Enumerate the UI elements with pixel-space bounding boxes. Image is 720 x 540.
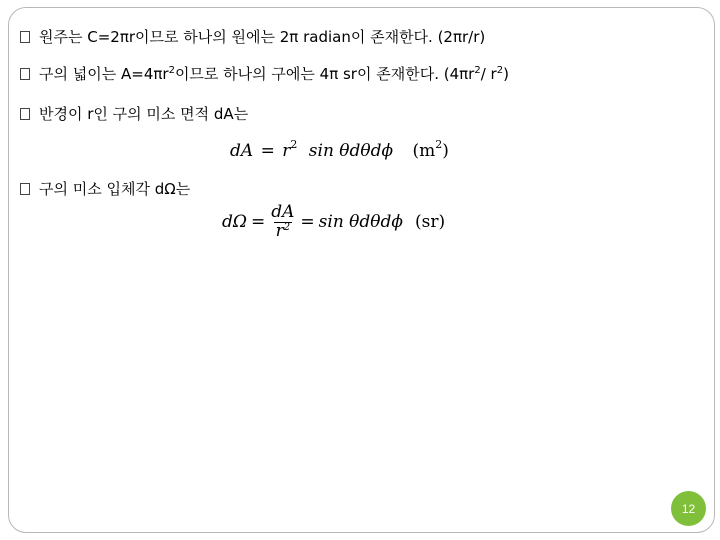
bullet-solid-angle — [20, 178, 190, 199]
page-number-badge: 12 — [671, 491, 706, 526]
bullet-circumference — [20, 26, 485, 47]
bullet-box-icon — [20, 108, 30, 120]
bullet-text: 반경이 r인 구의 미소 면적 dA는 — [39, 105, 249, 123]
equation-area: dA = $r^2$ sin θdθdϕ $(m^2)$ — [230, 138, 449, 161]
bullet-text: 원주는 C=2πr이므로 하나의 원에는 2π radian이 존재한다. (2πr/r) — [39, 28, 486, 46]
bullet-differential-area — [20, 103, 248, 124]
bullet-text: 구의 미소 입체각 dΩ는 — [39, 180, 191, 198]
fraction: $\frac{dA}{r^2}$ — [271, 202, 295, 241]
bullet-text: 구의 넓이는 $A=4\pi r^2$이므로 하나의 구에는 4π sr이 존재한다. ($4\pi r^2/$ $r^2$) — [39, 65, 509, 83]
equation-solid-angle: dΩ = $\frac{dA}{r^2}$ = sin θdθdϕ (sr) — [222, 202, 446, 241]
bullet-sphere-area — [20, 63, 509, 84]
slide-frame — [8, 7, 715, 533]
bullet-box-icon — [20, 68, 30, 80]
bullet-box-icon — [20, 183, 30, 195]
bullet-box-icon — [20, 31, 30, 43]
